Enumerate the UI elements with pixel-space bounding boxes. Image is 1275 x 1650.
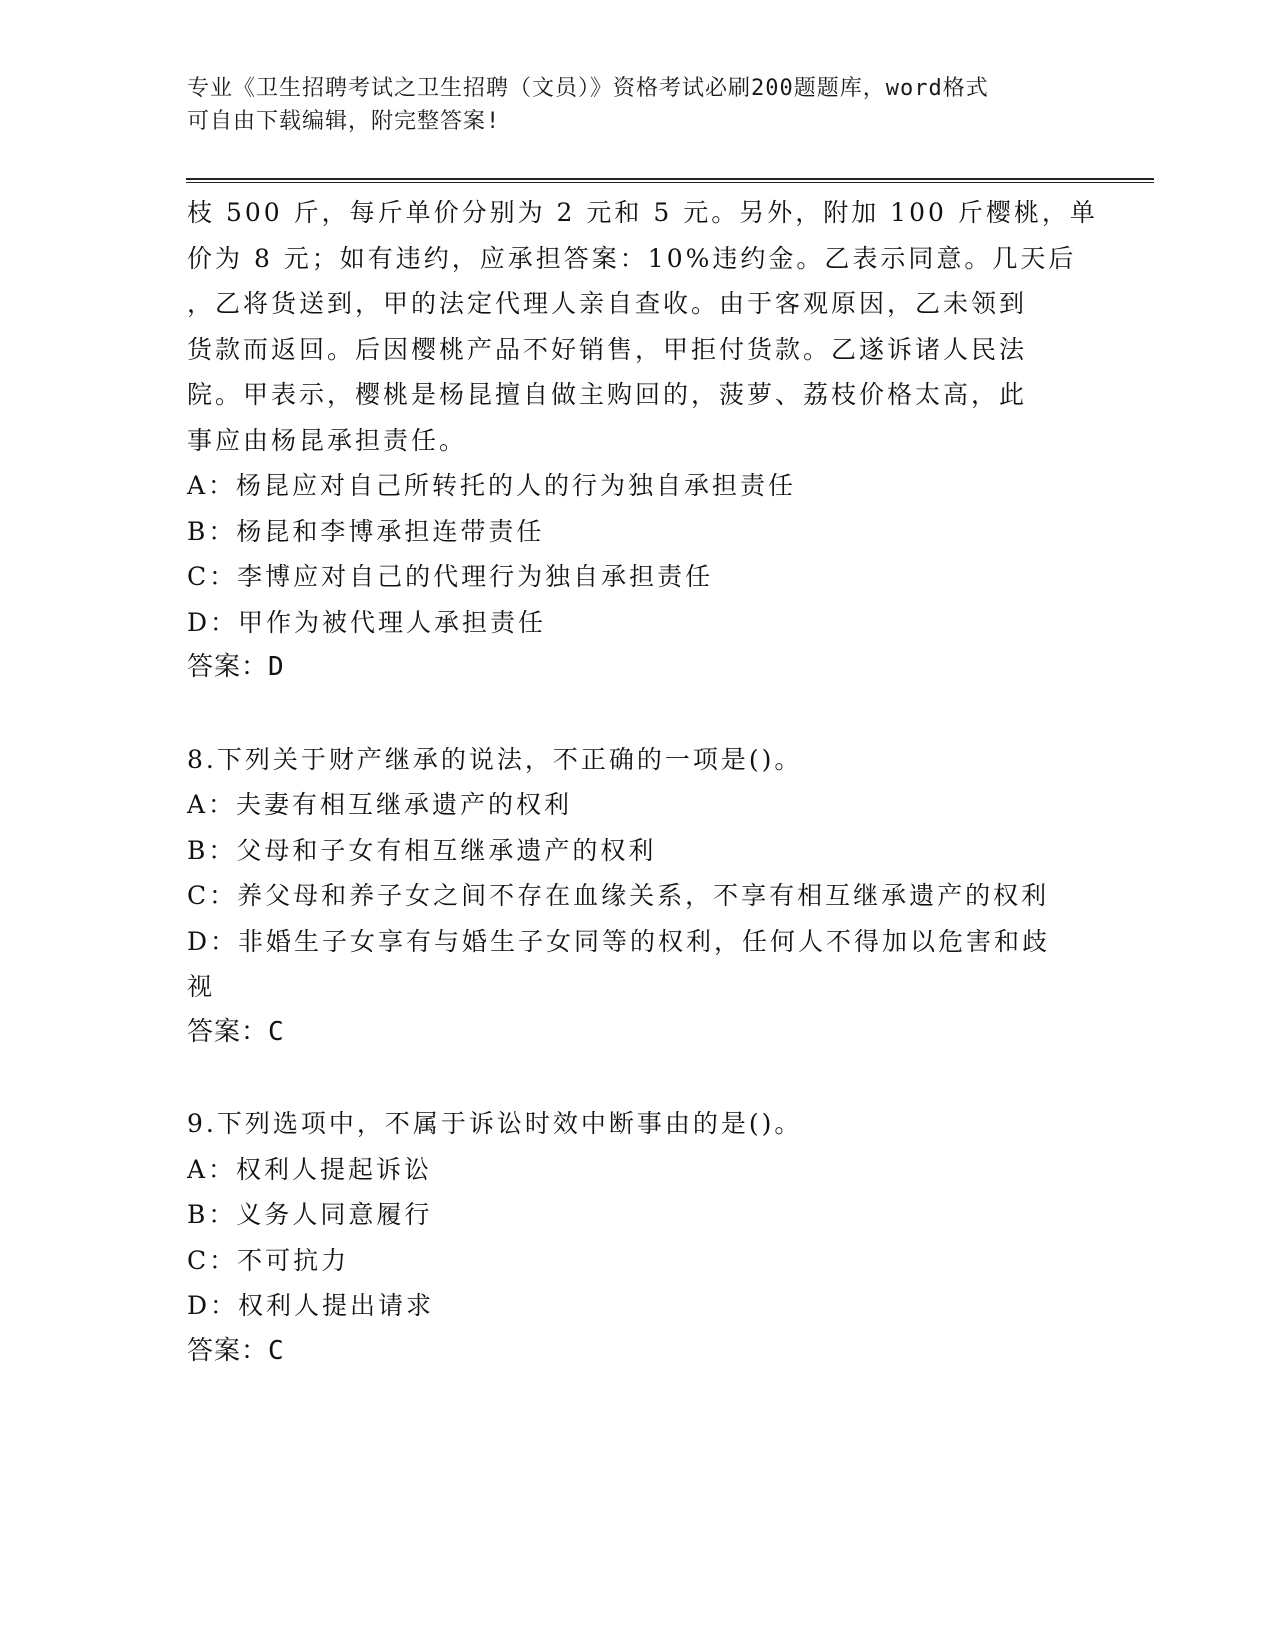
paragraph-line: 价为 8 元；如有违约，应承担答案：10%违约金。乙表示同意。几天后: [187, 243, 1077, 273]
option-a: A：夫妻有相互继承遗产的权利: [187, 790, 573, 819]
question-7-continuation: [187, 190, 1098, 691]
answer-label: 答案：C: [187, 1335, 285, 1366]
option-d-line-1: D：非婚生子女享有与婚生子女同等的权利，任何人不得加以危害和歧: [187, 926, 1051, 956]
answer-label: 答案：C: [187, 1016, 285, 1047]
document-body: [187, 190, 1098, 1374]
paragraph-line: ，乙将货送到，甲的法定代理人亲自查收。由于客观原因，乙未领到: [187, 289, 1028, 318]
paragraph-line: 院。甲表示，樱桃是杨昆擅自做主购回的，菠萝、荔枝价格太高，此: [187, 380, 1028, 409]
question-8: [187, 737, 1087, 1056]
question-title: 9.下列选项中，不属于诉讼时效中断事由的是()。: [187, 1109, 803, 1138]
document-header: [187, 72, 1087, 138]
option-c: C：不可抗力: [187, 1245, 350, 1275]
option-a: A：权利人提起诉讼: [187, 1154, 433, 1184]
option-c: C：李博应对自己的代理行为独自承担责任: [187, 562, 714, 591]
option-d-line-2: 视: [187, 972, 216, 1001]
answer-label: 答案：D: [187, 652, 285, 682]
option-d: D：甲作为被代理人承担责任: [187, 607, 547, 637]
option-d: D：权利人提出请求: [187, 1291, 435, 1320]
option-b: B：父母和子女有相互继承遗产的权利: [187, 835, 657, 865]
option-b: B：杨昆和李博承担连带责任: [187, 516, 545, 546]
paragraph-line: 枝 500 斤，每斤单价分别为 2 元和 5 元。另外，附加 100 斤樱桃，单: [187, 198, 1098, 227]
option-c: C：养父母和养子女之间不存在血缘关系，不享有相互继承遗产的权利: [187, 881, 1050, 910]
header-title-line-2: 可自由下载编辑，附完整答案!: [187, 109, 501, 134]
header-title-line-1: 专业《卫生招聘考试之卫生招聘（文员）》资格考试必刷200题题库，word格式: [187, 76, 989, 101]
option-b: B：义务人同意履行: [187, 1200, 433, 1229]
question-title: 8.下列关于财产继承的说法，不正确的一项是()。: [187, 744, 803, 774]
option-a: A：杨昆应对自己所转托的人的行为独自承担责任: [187, 471, 797, 500]
header-divider: [186, 178, 1154, 183]
paragraph-line: 货款而返回。后因樱桃产品不好销售，甲拒付货款。乙遂诉诸人民法: [187, 334, 1028, 364]
question-9: [187, 1101, 1087, 1374]
paragraph-line: 事应由杨昆承担责任。: [187, 425, 468, 455]
